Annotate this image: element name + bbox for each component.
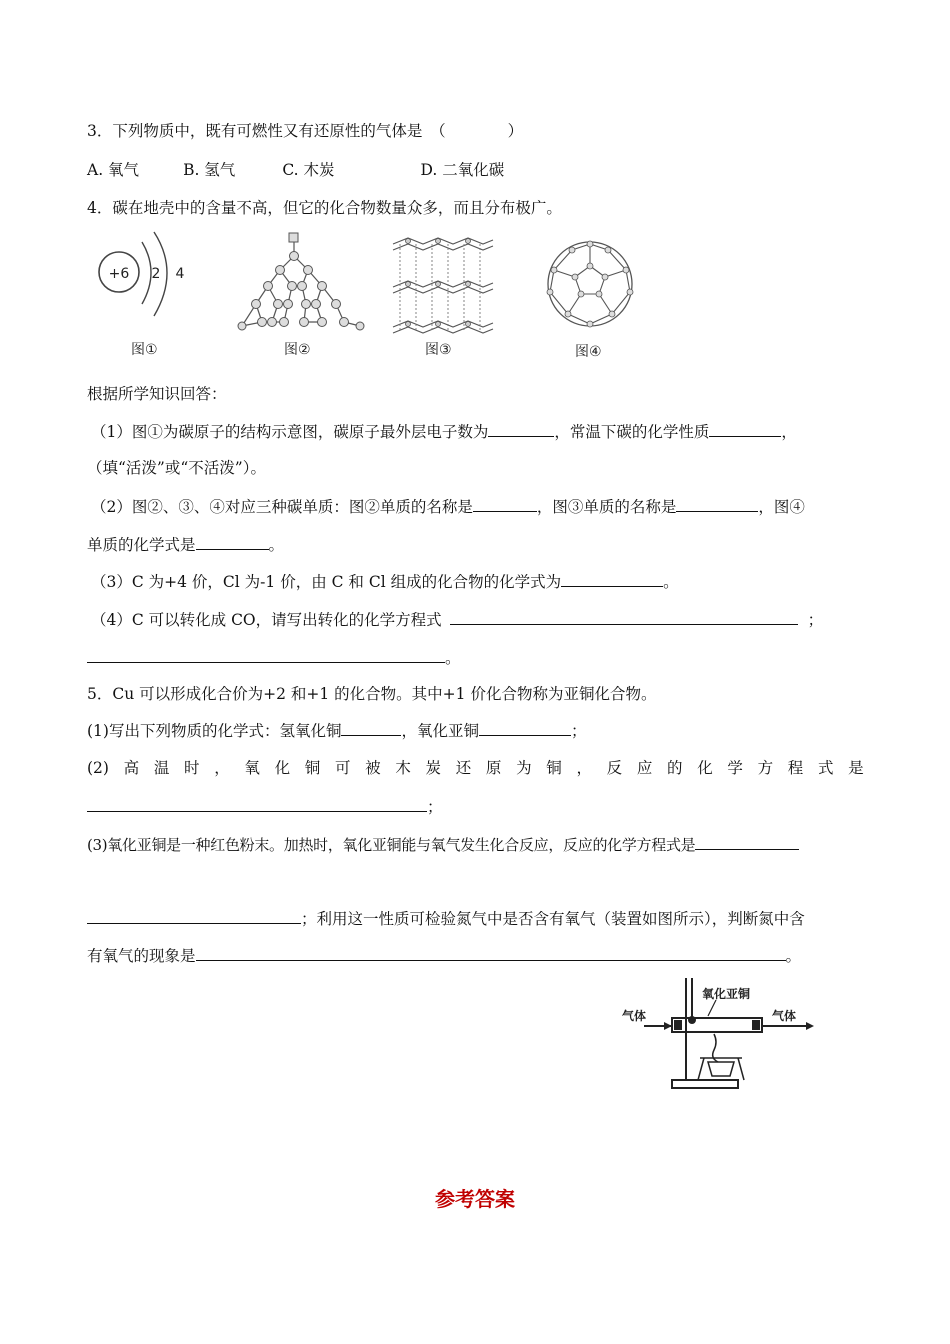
q4-part2: （2）图②、③、④对应三种碳单质：图②单质的名称是 ，图③单质的名称是 ，图④ (91, 498, 805, 516)
fig1-label: 图① (131, 342, 158, 358)
q4-stem: 4．碳在地壳中的含量不高，但它的化合物数量众多，而且分布极广。 (87, 199, 562, 217)
q4-part3: （3）C 为+4 价，Cl 为-1 价，由 C 和 Cl 组成的化合物的化学式为 。 (91, 573, 679, 591)
answer-blank[interactable] (695, 834, 799, 850)
carbon-atom-diagram (92, 228, 202, 333)
answer-blank[interactable] (676, 496, 758, 512)
cuprous-oxide-apparatus-diagram (610, 972, 830, 1094)
q5-part3: (3)氧化亚铜是一种红色粉末。加热时，氧化亚铜能与氧气发生化合反应，反应的化学方程式是 (87, 834, 799, 855)
q3-option-d: D. 二氧化碳 (420, 161, 505, 179)
answers-title: 参考答案 (435, 1187, 515, 1211)
answer-blank[interactable] (479, 720, 571, 736)
answer-blank[interactable] (196, 534, 269, 550)
nucleus-charge: +6 (108, 266, 130, 282)
q4-intro: 根据所学知识回答： (87, 385, 227, 403)
q3-option-c: C. 木炭 (282, 161, 335, 179)
answer-blank[interactable] (561, 571, 663, 587)
answer-blank[interactable] (87, 796, 427, 812)
shell2-electrons: 4 (175, 266, 185, 282)
shell1-electrons: 2 (151, 266, 161, 282)
q4-part2-cont: 单质的化学式是 。 (87, 536, 285, 554)
answer-blank[interactable] (473, 496, 537, 512)
graphite-structure-diagram (388, 232, 498, 340)
c60-structure-diagram (542, 236, 638, 332)
q5-part2: (2) 高 温 时 ， 氧 化 铜 可 被 木 炭 还 原 为 铜 ， 反 应 的 化 学 方 程 式 是 (87, 759, 864, 777)
q5-part3-cont: ；利用这一性质可检验氮气中是否含有氧气（装置如图所示），判断氮中含 (87, 908, 805, 929)
q3-option-b: B. 氢气 (183, 161, 236, 179)
fig2-label: 图② (284, 342, 311, 358)
answer-blank[interactable] (709, 421, 781, 437)
q3-options (87, 160, 504, 180)
apparatus-label-left: 气体 (621, 1009, 647, 1023)
answer-blank[interactable] (488, 421, 554, 437)
q4-part4: （4）C 可以转化成 CO，请写出转化的化学方程式 ； (91, 611, 824, 629)
answer-blank[interactable] (341, 720, 401, 736)
q4-part4-cont: 。 (87, 647, 461, 668)
q5-stem: 5．Cu 可以形成化合价为+2 和+1 的化合物。其中+1 价化合物称为亚铜化合物。 (87, 685, 657, 703)
answer-blank[interactable] (87, 647, 445, 663)
fig3-label: 图③ (425, 342, 452, 358)
q5-part3-end: 有氧气的现象是 。 (87, 947, 802, 965)
apparatus-label-top: 氧化亚铜 (701, 987, 751, 1001)
q4-part1: （1）图①为碳原子的结构示意图，碳原子最外层电子数为 ，常温下碳的化学性质 ， (91, 423, 797, 441)
q5-part1: (1)写出下列物质的化学式：氢氧化铜 ，氧化亚铜 ； (87, 722, 587, 740)
apparatus-label-right: 气体 (771, 1009, 797, 1023)
answer-blank[interactable] (196, 945, 786, 961)
fig4-label: 图④ (575, 344, 602, 360)
q3-option-a: A. 氧气 (87, 161, 140, 179)
q4-part1-hint: （填“活泼”或“不活泼”）。 (87, 459, 266, 477)
q3-stem: 3．下列物质中，既有可燃性又有还原性的气体是 （ ） (87, 122, 524, 140)
answer-blank[interactable] (87, 908, 301, 924)
diamond-structure-diagram (232, 228, 367, 338)
answer-blank[interactable] (450, 609, 798, 625)
q5-part2-cont: ； (87, 796, 443, 817)
